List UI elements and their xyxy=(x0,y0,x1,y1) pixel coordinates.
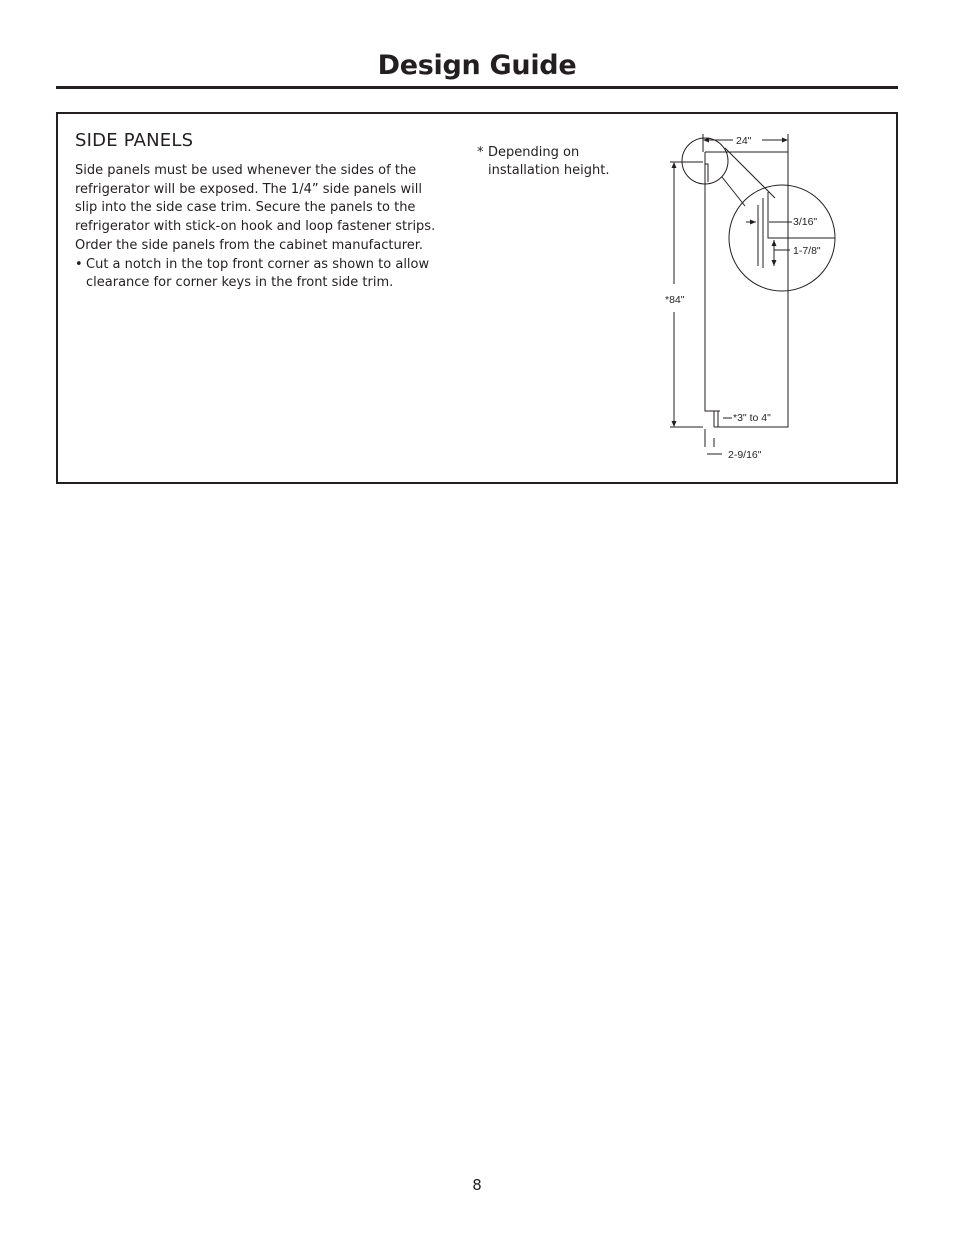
detail-arrow-right xyxy=(750,220,756,225)
side-panels-section xyxy=(56,112,898,484)
width-arrow-right xyxy=(782,138,788,143)
section-heading: SIDE PANELS xyxy=(75,130,194,151)
title-rule xyxy=(56,86,898,89)
magnifier-connector-bottom xyxy=(722,177,745,206)
page-title: Design Guide xyxy=(377,50,577,81)
side-panel-diagram xyxy=(658,128,898,468)
height-arrow-top xyxy=(672,162,677,168)
footnote xyxy=(477,144,647,180)
bullet-icon: • xyxy=(75,256,83,272)
section-paragraph: Side panels must be used whenever the sides of the refrigerator will be exposed. The 1/4” side panels will slip into the side case trim. Secure the panels to the refrigerator with stick-on hook and loop fastener strips. Order the side panels from the cabinet manufacturer. xyxy=(75,163,436,253)
label-height: *84" xyxy=(665,294,685,306)
label-width: 24" xyxy=(736,135,752,147)
bullet-item xyxy=(75,256,447,293)
page-number: 8 xyxy=(472,1176,482,1194)
detail-arrow-up xyxy=(772,240,777,246)
label-notch-width: 3/16" xyxy=(793,216,818,228)
detail-arrow-down xyxy=(772,260,777,266)
label-bottom-offset: 2-9/16" xyxy=(728,449,762,461)
detail-notch xyxy=(768,192,835,238)
height-arrow-bottom xyxy=(672,421,677,427)
label-bottom-notch: *3" to 4" xyxy=(733,412,771,424)
footnote-text: Depending on installation height. xyxy=(488,145,610,178)
footnote-mark: * xyxy=(477,145,484,160)
bullet-text: Cut a notch in the top front corner as shown to allow clearance for corner keys in the front side trim. xyxy=(86,256,430,291)
label-notch-depth: 1-7/8" xyxy=(793,245,821,257)
panel-outline xyxy=(705,152,788,427)
section-body xyxy=(75,162,447,293)
